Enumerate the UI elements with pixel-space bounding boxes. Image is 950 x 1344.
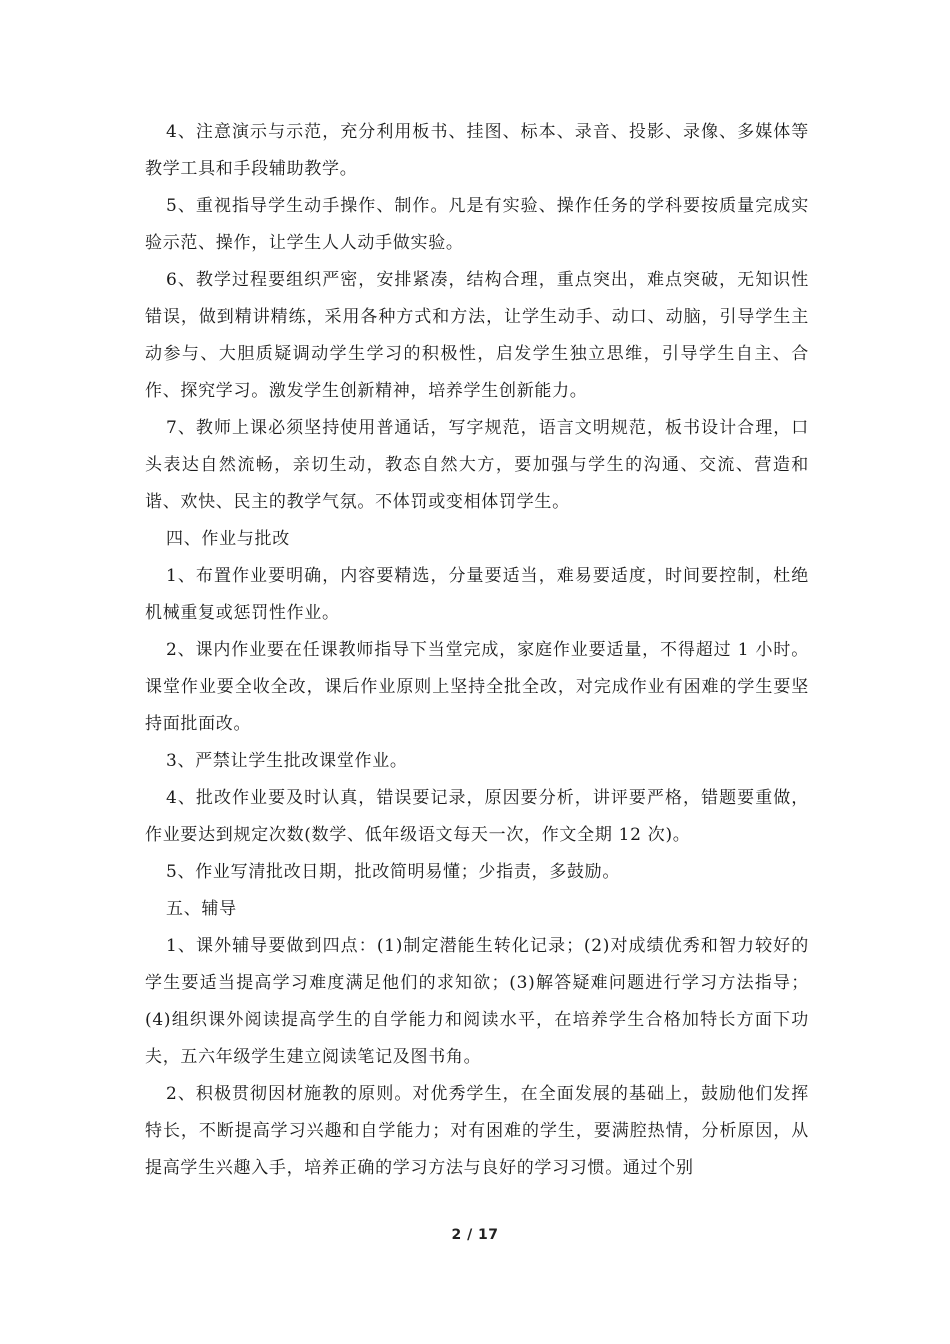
section-heading-homework: 四、作业与批改 bbox=[166, 529, 290, 549]
paragraph-item-5: 5、重视指导学生动手操作、制作。凡是有实验、操作任务的学科要按质量完成实验示范、操作，让学生人人动手做实验。 bbox=[145, 196, 809, 253]
paragraph-item-6: 6、教学过程要组织严密，安排紧凑，结构合理，重点突出，难点突破，无知识性错误，做到精讲精练，采用各种方式和方法，让学生动手、动口、动脑，引导学生主动参与、大胆质疑调动学生学习的积极性，启发学生独立思维，引导学生自主、合作、探究学习。激发学生创新精神，培养学生创新能力。 bbox=[145, 270, 809, 401]
paragraph-homework-4: 4、批改作业要及时认真，错误要记录，原因要分析，讲评要严格，错题要重做，作业要达到规定次数(数学、低年级语文每天一次，作文全期 12 次)。 bbox=[145, 788, 809, 845]
page-number: 2 / 17 bbox=[451, 1227, 499, 1243]
paragraph-tutoring-1: 1、课外辅导要做到四点：(1)制定潜能生转化记录；(2)对成绩优秀和智力较好的学生要适当提高学习难度满足他们的求知欲；(3)解答疑难问题进行学习方法指导；(4)组织课外阅读提高学生的自学能力和阅读水平，在培养学生合格加特长方面下功夫，五六年级学生建立阅读笔记及图书角。 bbox=[145, 936, 809, 1067]
paragraph-homework-2: 2、课内作业要在任课教师指导下当堂完成，家庭作业要适量，不得超过 1 小时。课堂作业要全收全改，课后作业原则上坚持全批全改，对完成作业有困难的学生要坚持面批面改。 bbox=[145, 640, 809, 734]
paragraph-homework-5: 5、作业写清批改日期，批改简明易懂；少指责，多鼓励。 bbox=[166, 862, 621, 882]
paragraph-tutoring-2: 2、积极贯彻因材施教的原则。对优秀学生，在全面发展的基础上，鼓励他们发挥特长，不断提高学习兴趣和自学能力；对有困难的学生，要满腔热情，分析原因，从提高学生兴趣入手，培养正确的学习方法与良好的学习习惯。通过个别 bbox=[145, 1084, 809, 1178]
paragraph-homework-1: 1、布置作业要明确，内容要精选，分量要适当，难易要适度，时间要控制，杜绝机械重复或惩罚性作业。 bbox=[145, 566, 809, 623]
document-body bbox=[145, 114, 809, 1187]
paragraph-item-4: 4、注意演示与示范，充分利用板书、挂图、标本、录音、投影、录像、多媒体等教学工具和手段辅助教学。 bbox=[145, 122, 809, 179]
paragraph-homework-3: 3、严禁让学生批改课堂作业。 bbox=[166, 751, 408, 771]
paragraph-item-7: 7、教师上课必须坚持使用普通话，写字规范，语言文明规范，板书设计合理，口头表达自然流畅，亲切生动，教态自然大方，要加强与学生的沟通、交流、营造和谐、欢快、民主的教学气氛。不体罚或变相体罚学生。 bbox=[145, 418, 809, 512]
section-heading-tutoring: 五、辅导 bbox=[166, 899, 237, 919]
